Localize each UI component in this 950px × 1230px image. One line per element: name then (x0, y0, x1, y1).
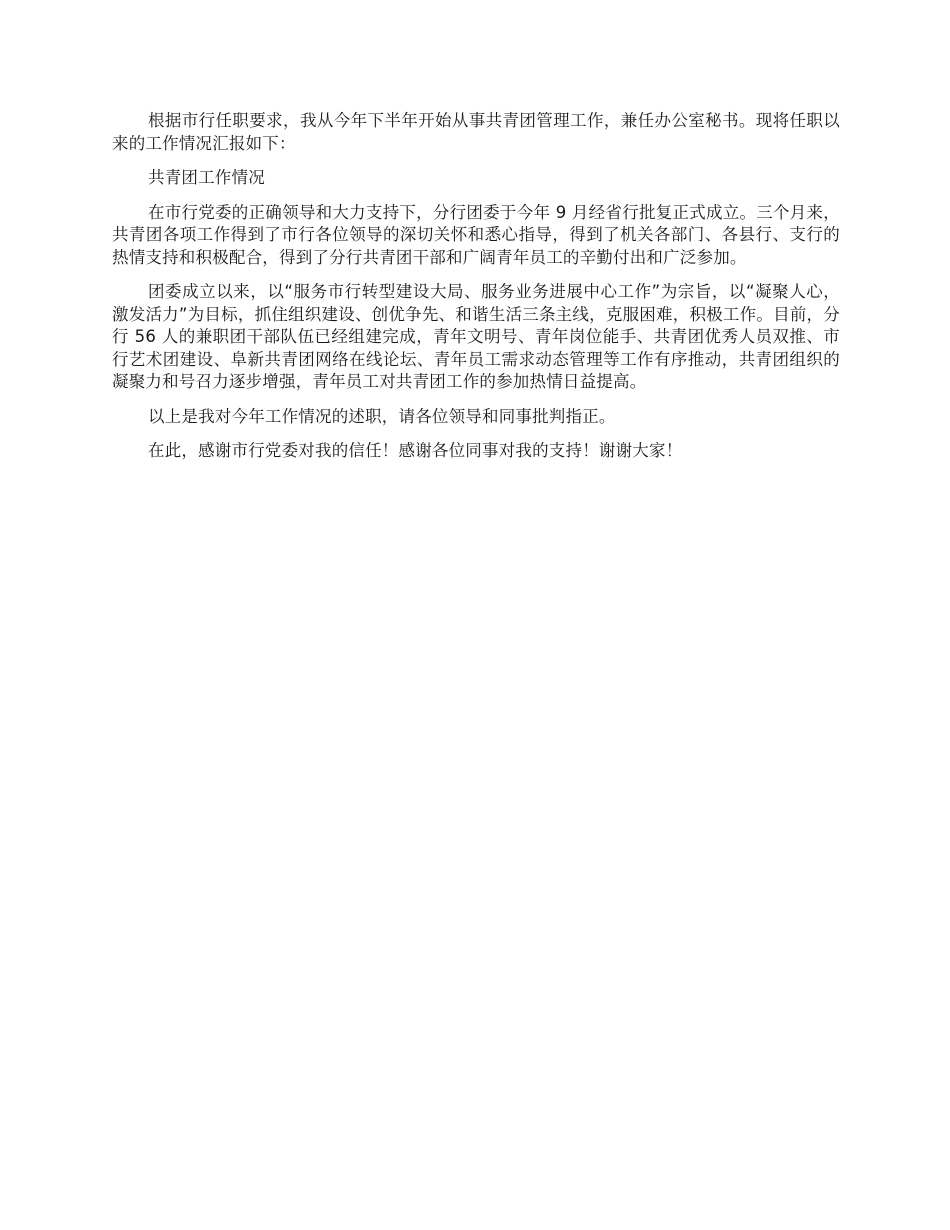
background-paragraph: 在市行党委的正确领导和大力支持下，分行团委于今年 9 月经省行批复正式成立。三个月来，共青团各项工作得到了市行各位领导的深切关怀和悉心指导，得到了机关各部门、各县行、支行的热情支持和积极配合，得到了分行共青团干部和广阔青年员工的辛勤付出和广泛参加。 (112, 202, 840, 267)
document-body (112, 110, 840, 475)
work-summary-paragraph: 团委成立以来，以“服务市行转型建设大局、服务业务进展中心工作”为宗旨，以“凝聚人心，激发活力”为目标，抓住组织建设、创优争先、和谐生活三条主线，克服困难，积极工作。目前，分行 56 人的兼职团干部队伍已经组建完成，青年文明号、青年岗位能手、共青团优秀人员双推、市行艺术团建设、阜新共青团网络在线论坛、青年员工需求动态管理等工作有序推动，共青团组织的凝聚力和号召力逐步增强，青年员工对共青团工作的参加热情日益提高。 (112, 282, 840, 391)
section-heading: 共青团工作情况 (148, 168, 265, 187)
thanks-paragraph: 在此，感谢市行党委对我的信任！感谢各位同事对我的支持！谢谢大家！ (148, 441, 683, 460)
closing-paragraph: 以上是我对今年工作情况的述职，请各位领导和同事批判指正。 (148, 406, 616, 426)
intro-paragraph: 根据市行任职要求，我从今年下半年开始从事共青团管理工作，兼任办公室秘书。现将任职以来的工作情况汇报如下： (112, 111, 840, 153)
